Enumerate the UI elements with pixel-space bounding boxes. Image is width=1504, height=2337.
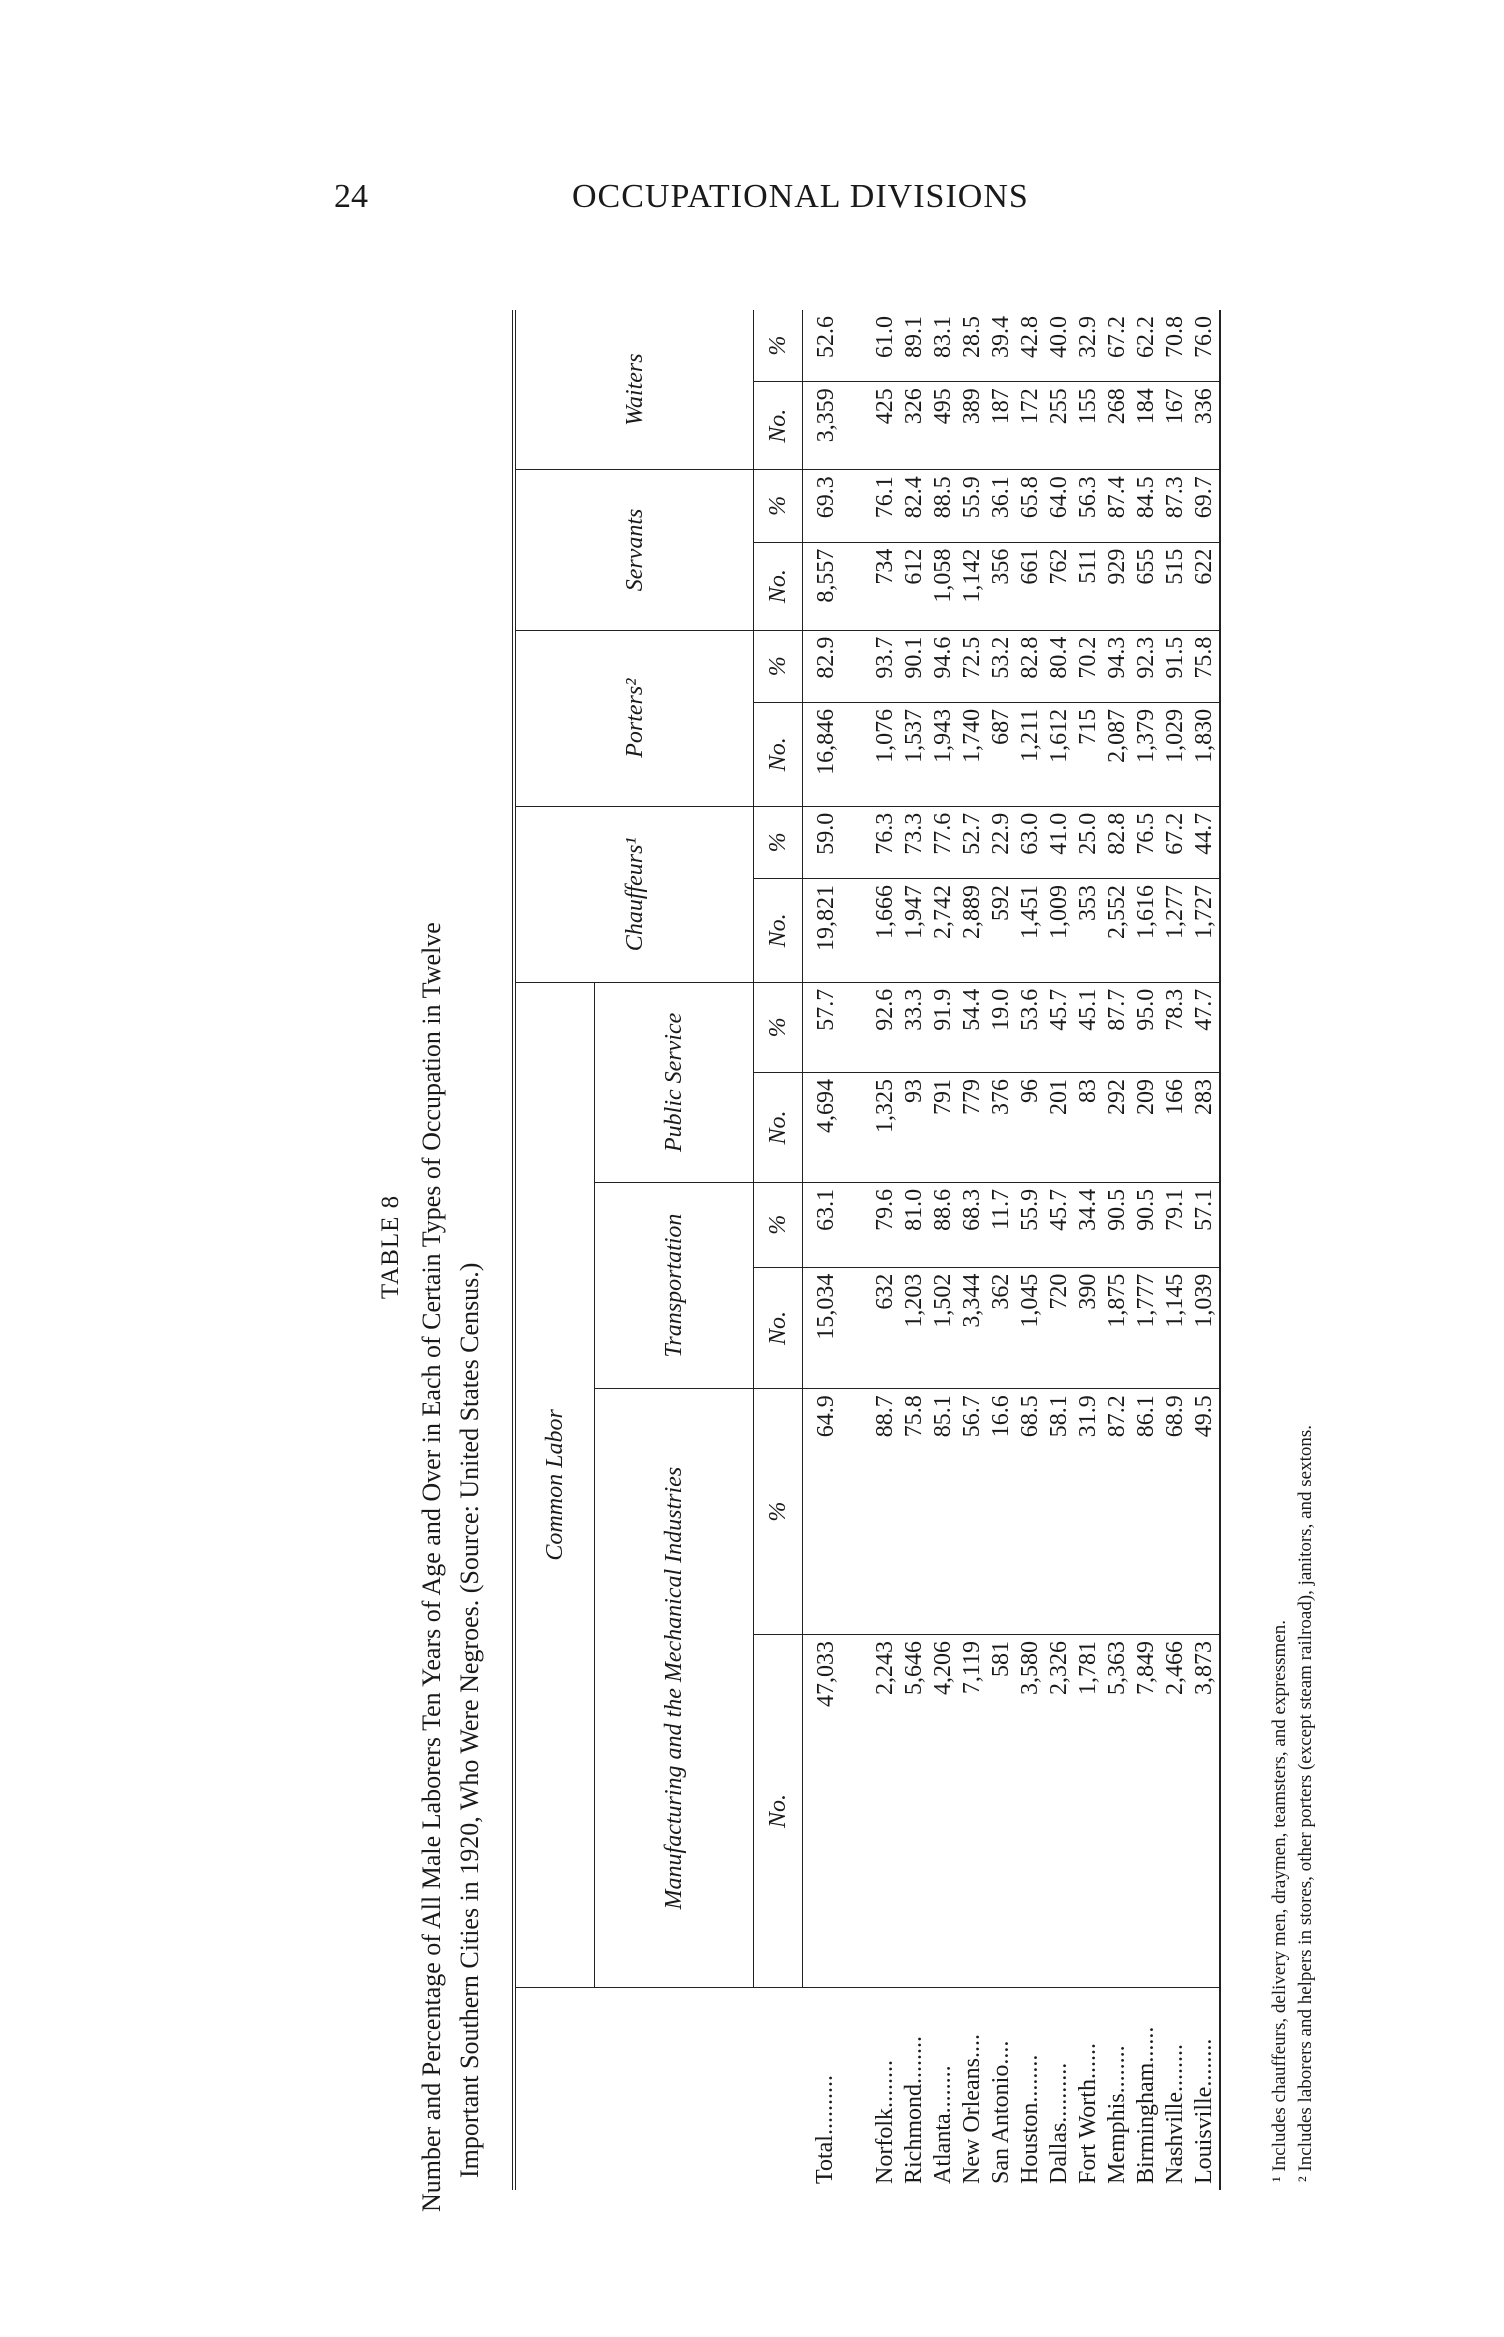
table-cell: 55.9 <box>958 470 987 542</box>
table-cell: 92.3 <box>1132 630 1161 702</box>
table-cell: 75.8 <box>1190 630 1220 702</box>
table-cell: 67.2 <box>1161 806 1190 878</box>
table-cell: 68.5 <box>1016 1389 1045 1635</box>
table-cell: 44.7 <box>1190 806 1220 878</box>
total-cell: 52.6 <box>803 310 850 382</box>
table-cell: 326 <box>900 382 929 470</box>
table-cell: 1,830 <box>1190 702 1220 806</box>
table-cell: 68.9 <box>1161 1389 1190 1635</box>
table-cell: 353 <box>1074 878 1103 982</box>
total-cell: 4,694 <box>803 1073 850 1183</box>
table-cell: 1,009 <box>1045 878 1074 982</box>
table-row <box>1103 310 1132 2190</box>
footnote-1: ¹ Includes chauffeurs, delivery men, draymen, teamsters, and expressmen. <box>1269 1620 1290 2182</box>
no-header: No. <box>754 382 803 470</box>
table-cell: 56.3 <box>1074 470 1103 542</box>
spacer-row <box>849 310 871 2190</box>
total-cell: 57.7 <box>803 982 850 1072</box>
table-row <box>1045 310 1074 2190</box>
common-labor-header: Common Labor <box>514 982 595 1987</box>
table-cell: 83.1 <box>929 310 958 382</box>
table-cell: 41.0 <box>1045 806 1074 878</box>
table-row <box>1190 310 1220 2190</box>
table-cell: 62.2 <box>1132 310 1161 382</box>
rotated-table-region <box>377 282 1347 2212</box>
table-cell: 3,873 <box>1190 1635 1220 1988</box>
table-cell: 79.1 <box>1161 1182 1190 1267</box>
table-cell: 390 <box>1074 1267 1103 1389</box>
table-cell: 1,740 <box>958 702 987 806</box>
table-cell: 356 <box>987 542 1016 630</box>
table-row <box>1161 310 1190 2190</box>
table-cell: 33.3 <box>900 982 929 1072</box>
city-name: Norfolk........ <box>872 2060 898 2184</box>
table-cell: 1,029 <box>1161 702 1190 806</box>
table-cell: 2,087 <box>1103 702 1132 806</box>
city-name: Houston........ <box>1017 2054 1043 2184</box>
total-cell: 64.9 <box>803 1389 850 1635</box>
table-cell: 389 <box>958 382 987 470</box>
table-cell: 40.0 <box>1045 310 1074 382</box>
table-cell: 82.8 <box>1016 630 1045 702</box>
table-row <box>871 310 900 2190</box>
table-cell: 84.5 <box>1132 470 1161 542</box>
table-cell: 61.0 <box>871 310 900 382</box>
table-row <box>1132 310 1161 2190</box>
table-cell: 5,363 <box>1103 1635 1132 1988</box>
table-cell: 58.1 <box>1045 1389 1074 1635</box>
table-cell: 1,325 <box>871 1073 900 1183</box>
table-cell: 762 <box>1045 542 1074 630</box>
table-cell: 622 <box>1190 542 1220 630</box>
table-cell: 720 <box>1045 1267 1074 1389</box>
city-name: San Antonio.... <box>988 2040 1014 2184</box>
table-cell: 511 <box>1074 542 1103 630</box>
table-cell: 1,379 <box>1132 702 1161 806</box>
no-header: No. <box>754 542 803 630</box>
table-cell: 85.1 <box>929 1389 958 1635</box>
table-cell: 72.5 <box>958 630 987 702</box>
table-cell: 2,326 <box>1045 1635 1074 1988</box>
table-cell: 495 <box>929 382 958 470</box>
pct-header: % <box>754 630 803 702</box>
waiters-header: Waiters <box>514 310 754 470</box>
table-cell: 4,206 <box>929 1635 958 1988</box>
total-label: Total.......... <box>812 2075 839 2184</box>
city-name: Dallas.......... <box>1046 2062 1072 2184</box>
no-header: No. <box>754 1635 803 1988</box>
table-cell: 90.5 <box>1132 1182 1161 1267</box>
table-cell: 94.6 <box>929 630 958 702</box>
table-cell: 1,875 <box>1103 1267 1132 1389</box>
table-cell: 82.8 <box>1103 806 1132 878</box>
table-cell: 5,646 <box>900 1635 929 1988</box>
public-service-header: Public Service <box>595 982 754 1182</box>
table-cell: 1,211 <box>1016 702 1045 806</box>
table-cell: 70.2 <box>1074 630 1103 702</box>
table-cell: 11.7 <box>987 1182 1016 1267</box>
total-cell: 15,034 <box>803 1267 850 1389</box>
table-cell: 2,243 <box>871 1635 900 1988</box>
table-cell: 81.0 <box>900 1182 929 1267</box>
table-cell: 166 <box>1161 1073 1190 1183</box>
table-cell: 89.1 <box>900 310 929 382</box>
table-cell: 87.3 <box>1161 470 1190 542</box>
pct-header: % <box>754 806 803 878</box>
table-cell: 52.7 <box>958 806 987 878</box>
total-cell: 8,557 <box>803 542 850 630</box>
pct-header: % <box>754 470 803 542</box>
table-cell: 292 <box>1103 1073 1132 1183</box>
table-cell: 2,466 <box>1161 1635 1190 1988</box>
table-cell: 75.8 <box>900 1389 929 1635</box>
table-cell: 1,616 <box>1132 878 1161 982</box>
table-cell: 88.6 <box>929 1182 958 1267</box>
table-cell: 90.1 <box>900 630 929 702</box>
table-cell: 1,277 <box>1161 878 1190 982</box>
table-cell: 779 <box>958 1073 987 1183</box>
table-cell: 1,781 <box>1074 1635 1103 1988</box>
table-cell: 39.4 <box>987 310 1016 382</box>
footnote-2: ² Includes laborers and helpers in stores, other porters (except steam railroad), janitors, and sextons. <box>1295 1424 1316 2182</box>
chauffeurs-header: Chauffeurs¹ <box>514 806 754 982</box>
table-cell: 34.4 <box>1074 1182 1103 1267</box>
table-cell: 87.2 <box>1103 1389 1132 1635</box>
table-cell: 612 <box>900 542 929 630</box>
table-row <box>1074 310 1103 2190</box>
table-cell: 87.4 <box>1103 470 1132 542</box>
table-cell: 687 <box>987 702 1016 806</box>
table-cell: 88.5 <box>929 470 958 542</box>
table-cell: 91.5 <box>1161 630 1190 702</box>
table-body <box>803 310 1221 2190</box>
table-row <box>958 310 987 2190</box>
table-cell: 581 <box>987 1635 1016 1988</box>
table-cell: 92.6 <box>871 982 900 1072</box>
table-cell: 283 <box>1190 1073 1220 1183</box>
table-cell: 7,849 <box>1132 1635 1161 1988</box>
table-cell: 155 <box>1074 382 1103 470</box>
no-header: No. <box>754 1073 803 1183</box>
table-cell: 53.2 <box>987 630 1016 702</box>
table-cell: 93 <box>900 1073 929 1183</box>
city-name: Birmingham...... <box>1133 2026 1159 2184</box>
table-cell: 54.4 <box>958 982 987 1072</box>
caption-line-2: Important Southern Cities in 1920, Who Were Negroes. (Source: United States Census.) <box>455 1262 484 2178</box>
table-cell: 57.1 <box>1190 1182 1220 1267</box>
table-cell: 7,119 <box>958 1635 987 1988</box>
table-cell: 1,451 <box>1016 878 1045 982</box>
table-cell: 93.7 <box>871 630 900 702</box>
table-cell: 22.9 <box>987 806 1016 878</box>
table-cell: 209 <box>1132 1073 1161 1183</box>
total-cell: 19,821 <box>803 878 850 982</box>
table-cell: 167 <box>1161 382 1190 470</box>
table-cell: 25.0 <box>1074 806 1103 878</box>
table-cell: 77.6 <box>929 806 958 878</box>
table-cell: 1,145 <box>1161 1267 1190 1389</box>
table-row <box>929 310 958 2190</box>
table-cell: 53.6 <box>1016 982 1045 1072</box>
table-cell: 95.0 <box>1132 982 1161 1072</box>
table-cell: 94.3 <box>1103 630 1132 702</box>
table-cell: 1,045 <box>1016 1267 1045 1389</box>
pct-header: % <box>754 1182 803 1267</box>
table-cell: 1,203 <box>900 1267 929 1389</box>
table-cell: 336 <box>1190 382 1220 470</box>
table-cell: 76.1 <box>871 470 900 542</box>
table-cell: 2,552 <box>1103 878 1132 982</box>
table-cell: 1,943 <box>929 702 958 806</box>
table-cell: 172 <box>1016 382 1045 470</box>
table-cell: 268 <box>1103 382 1132 470</box>
table-row <box>987 310 1016 2190</box>
pct-header: % <box>754 310 803 382</box>
table-cell: 70.8 <box>1161 310 1190 382</box>
table-cell: 632 <box>871 1267 900 1389</box>
unit-header-row <box>754 310 803 2190</box>
table-cell: 36.1 <box>987 470 1016 542</box>
total-cell: 16,846 <box>803 702 850 806</box>
table-cell: 80.4 <box>1045 630 1074 702</box>
table-cell: 28.5 <box>958 310 987 382</box>
table-cell: 376 <box>987 1073 1016 1183</box>
table-cell: 47.7 <box>1190 982 1220 1072</box>
table-cell: 42.8 <box>1016 310 1045 382</box>
table-cell: 19.0 <box>987 982 1016 1072</box>
table-cell: 1,727 <box>1190 878 1220 982</box>
footnotes <box>1267 1425 1319 2182</box>
table-cell: 67.2 <box>1103 310 1132 382</box>
table-cell: 63.0 <box>1016 806 1045 878</box>
no-header: No. <box>754 702 803 806</box>
table-cell: 425 <box>871 382 900 470</box>
table-cell: 3,580 <box>1016 1635 1045 1988</box>
table-cell: 1,502 <box>929 1267 958 1389</box>
table-cell: 83 <box>1074 1073 1103 1183</box>
table-cell: 1,777 <box>1132 1267 1161 1389</box>
table-cell: 96 <box>1016 1073 1045 1183</box>
table-cell: 82.4 <box>900 470 929 542</box>
no-header: No. <box>754 1267 803 1389</box>
total-row <box>803 310 850 2190</box>
table-cell: 90.5 <box>1103 1182 1132 1267</box>
table-label: TABLE 8 <box>377 1194 404 1300</box>
table-cell: 1,076 <box>871 702 900 806</box>
city-name: Louisville........ <box>1191 2038 1217 2184</box>
running-head: OCCUPATIONAL DIVISIONS <box>572 178 1029 215</box>
porters-header: Porters² <box>514 630 754 806</box>
city-name: Richmond........ <box>901 2036 927 2184</box>
table-cell: 76.0 <box>1190 310 1220 382</box>
table-cell: 76.5 <box>1132 806 1161 878</box>
table-cell: 3,344 <box>958 1267 987 1389</box>
table-cell: 88.7 <box>871 1389 900 1635</box>
table-cell: 87.7 <box>1103 982 1132 1072</box>
table-cell: 73.3 <box>900 806 929 878</box>
table-cell: 362 <box>987 1267 1016 1389</box>
table-cell: 2,889 <box>958 878 987 982</box>
city-name: Fort Worth...... <box>1075 2043 1101 2184</box>
table-cell: 1,947 <box>900 878 929 982</box>
table-cell: 1,058 <box>929 542 958 630</box>
table-cell: 1,537 <box>900 702 929 806</box>
stub-header <box>514 1988 803 2191</box>
table-cell: 201 <box>1045 1073 1074 1183</box>
city-name: Atlanta........ <box>930 2065 956 2184</box>
table-cell: 32.9 <box>1074 310 1103 382</box>
table-cell: 76.3 <box>871 806 900 878</box>
table-cell: 1,039 <box>1190 1267 1220 1389</box>
table-cell: 49.5 <box>1190 1389 1220 1635</box>
table-cell: 31.9 <box>1074 1389 1103 1635</box>
table-cell: 515 <box>1161 542 1190 630</box>
city-name: New Orleans.... <box>959 2034 985 2184</box>
caption-line-1: Number and Percentage of All Male Laborers Ten Years of Age and Over in Each of Certain Types of Occupation in Twelve <box>417 922 446 2212</box>
no-header: No. <box>754 878 803 982</box>
table-cell: 56.7 <box>958 1389 987 1635</box>
total-cell: 82.9 <box>803 630 850 702</box>
total-cell: 47,033 <box>803 1635 850 1988</box>
table-cell: 78.3 <box>1161 982 1190 1072</box>
table-row <box>1016 310 1045 2190</box>
table-cell: 91.9 <box>929 982 958 1072</box>
table-cell: 734 <box>871 542 900 630</box>
table-cell: 1,612 <box>1045 702 1074 806</box>
transportation-header: Transportation <box>595 1182 754 1388</box>
manufacturing-header: Manufacturing and the Mechanical Industries <box>595 1389 754 1988</box>
city-name: Memphis........ <box>1104 2045 1130 2184</box>
table-cell: 86.1 <box>1132 1389 1161 1635</box>
table-cell: 255 <box>1045 382 1074 470</box>
city-name: Nashville........ <box>1162 2044 1188 2184</box>
table-cell: 715 <box>1074 702 1103 806</box>
table-row <box>900 310 929 2190</box>
page-number: 24 <box>334 178 368 215</box>
table-cell: 68.3 <box>958 1182 987 1267</box>
servants-header: Servants <box>514 470 754 630</box>
table-cell: 1,142 <box>958 542 987 630</box>
table-cell: 184 <box>1132 382 1161 470</box>
table-cell: 45.7 <box>1045 1182 1074 1267</box>
table-cell: 65.8 <box>1016 470 1045 542</box>
table-cell: 1,666 <box>871 878 900 982</box>
table-cell: 69.7 <box>1190 470 1220 542</box>
total-cell: 3,359 <box>803 382 850 470</box>
table-cell: 661 <box>1016 542 1045 630</box>
table-cell: 929 <box>1103 542 1132 630</box>
total-cell: 69.3 <box>803 470 850 542</box>
total-cell: 59.0 <box>803 806 850 878</box>
pct-header: % <box>754 982 803 1072</box>
table-cell: 45.7 <box>1045 982 1074 1072</box>
table-cell: 791 <box>929 1073 958 1183</box>
table-cell: 655 <box>1132 542 1161 630</box>
table-cell: 45.1 <box>1074 982 1103 1072</box>
total-cell: 63.1 <box>803 1182 850 1267</box>
table-cell: 64.0 <box>1045 470 1074 542</box>
table-cell: 592 <box>987 878 1016 982</box>
table-cell: 79.6 <box>871 1182 900 1267</box>
pct-header: % <box>754 1389 803 1635</box>
table-cell: 187 <box>987 382 1016 470</box>
table-cell: 16.6 <box>987 1389 1016 1635</box>
occupation-table <box>512 310 1221 2190</box>
table-cell: 55.9 <box>1016 1182 1045 1267</box>
table-cell: 2,742 <box>929 878 958 982</box>
